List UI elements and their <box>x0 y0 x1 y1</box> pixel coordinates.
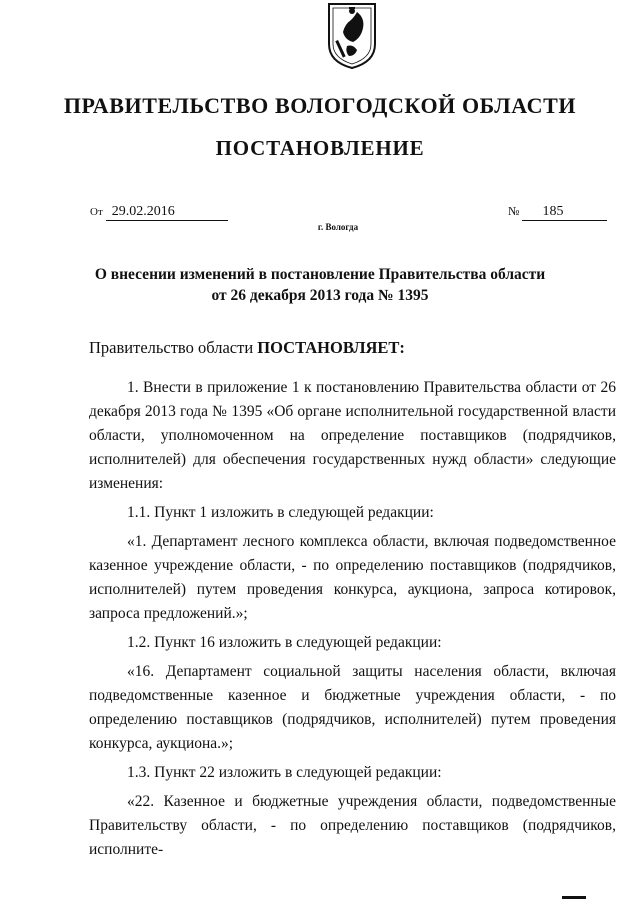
resolution-verb: ПОСТАНОВЛЯЕТ: <box>257 338 405 357</box>
subject-line-2: от 26 декабря 2013 года № 1395 <box>211 287 429 304</box>
page-mark <box>562 896 586 899</box>
paragraph: 1.2. Пункт 16 изложить в следующей редакции: <box>127 634 442 651</box>
document-number <box>508 204 607 221</box>
city-name: г. Вологда <box>317 222 359 232</box>
resolution-prefix: Правительство области <box>89 338 254 357</box>
subject-line-1: О внесении изменений в постановление Правительства области <box>94 266 546 283</box>
paragraph: 1.3. Пункт 22 изложить в следующей редакции: <box>127 764 442 781</box>
date-label: От <box>90 206 103 218</box>
government-name: ПРАВИТЕЛЬСТВО ВОЛОГОДСКОЙ ОБЛАСТИ <box>63 93 577 118</box>
document-subject <box>0 264 640 306</box>
resolution-line <box>89 338 405 358</box>
vologda-coat-of-arms-icon <box>327 2 377 70</box>
number-label: № <box>508 204 520 218</box>
document-date <box>90 204 228 221</box>
date-value: 29.02.2016 <box>106 204 228 221</box>
paragraph: «16. Департамент социальной защиты населения области, включая подведомственные казенное и бюджетные учреждения области, - по определению поставщиков (подрядчиков, исполнителей) путем проведения конкурса, аукциона.»; <box>89 663 616 752</box>
document-body <box>89 376 616 862</box>
paragraph: 1.1. Пункт 1 изложить в следующей редакции: <box>127 504 434 521</box>
paragraph: «22. Казенное и бюджетные учреждения области, подведомственные Правительству области, - по определению поставщиков (подрядчиков, исполните- <box>89 793 616 858</box>
document-type: ПОСТАНОВЛЕНИЕ <box>215 136 425 160</box>
paragraph: «1. Департамент лесного комплекса области, включая подведомственное казенное учреждение области, - по определению поставщиков (подрядчиков, исполнителей) путем проведения конкурса, аукциона, запроса котировок, запроса предложений.»; <box>89 533 616 622</box>
number-value: 185 <box>522 204 607 221</box>
paragraph: 1. Внести в приложение 1 к постановлению Правительства области от 26 декабря 2013 года № 1395 «Об органе исполнительной государственной власти области, уполномоченном на определение поставщиков (подрядчиков, исполнителей) для обеспечения государственных нужд области» следующие изменения: <box>89 379 616 492</box>
